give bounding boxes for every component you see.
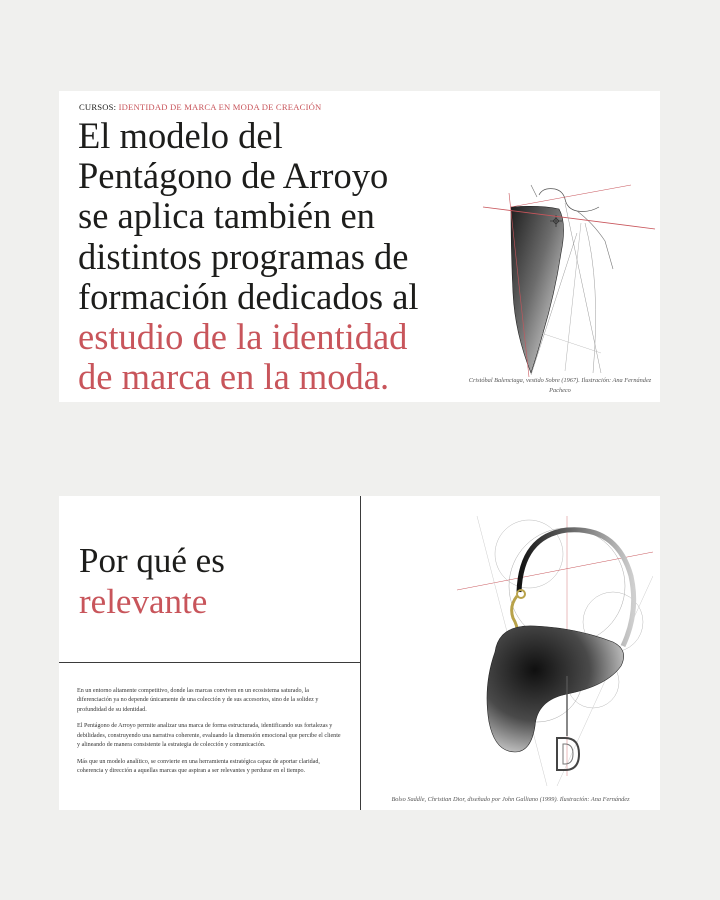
headline-line: El modelo del (78, 115, 283, 156)
dior-saddle-bag-illustration (417, 516, 653, 786)
figure-caption: Bolso Saddle, Christian Dior, diseñado por John Galliano (1999). Ilustración: Ana Fernández (391, 796, 630, 803)
relevance-card (59, 496, 660, 810)
kicker-topic: IDENTIDAD DE MARCA EN MODA DE CREACIÓN (118, 102, 322, 112)
headline-accent-line: de marca en la moda. (78, 356, 390, 398)
headline-line: formación dedicados al (78, 275, 419, 317)
headline-line: distintos programas de (78, 235, 409, 277)
headline (78, 116, 478, 397)
horizontal-divider (59, 662, 360, 663)
section-title-accent: relevante (79, 582, 208, 621)
paragraph: El Pentágono de Arroyo permite analizar una marca de forma estructurada, identificando sus fortalezas y debilidades, construyendo una narrativa coherente, evaluando la dimensión emocional que percibe el cliente y alineando de manera consistente la estrategia de colección y comunicación. (77, 723, 341, 749)
section-title (79, 540, 225, 622)
paragraph: En un entorno altamente competitivo, donde las marcas conviven en un ecosistema saturado, la diferenciación ya no depende únicamente de una colección y de sus accesorios, sino de la solidez y profundidad de su identidad. (77, 688, 319, 713)
figure-caption: Cristóbal Balenciaga, vestido Sobre (1967). Ilustración: Ana Fernández Pacheco (468, 377, 652, 394)
headline-line: se aplica también en (78, 195, 375, 237)
course-kicker (79, 102, 321, 112)
headline-accent-line: estudio de la identidad (78, 316, 408, 358)
vertical-divider (360, 496, 361, 810)
course-card (59, 91, 660, 402)
body-text (77, 687, 345, 784)
balenciaga-dress-illustration (481, 183, 657, 379)
headline-line: Pentágono de Arroyo (78, 155, 389, 197)
kicker-prefix: CURSOS: (79, 102, 117, 112)
section-title-line: Por qué es (79, 541, 225, 580)
paragraph: Más que un modelo analítico, se convierte en una herramienta estratégica capaz de aportar claridad, coherencia y dirección a aquellas marcas que aspiran a ser relevantes y perdurar en el tiempo. (77, 758, 320, 775)
